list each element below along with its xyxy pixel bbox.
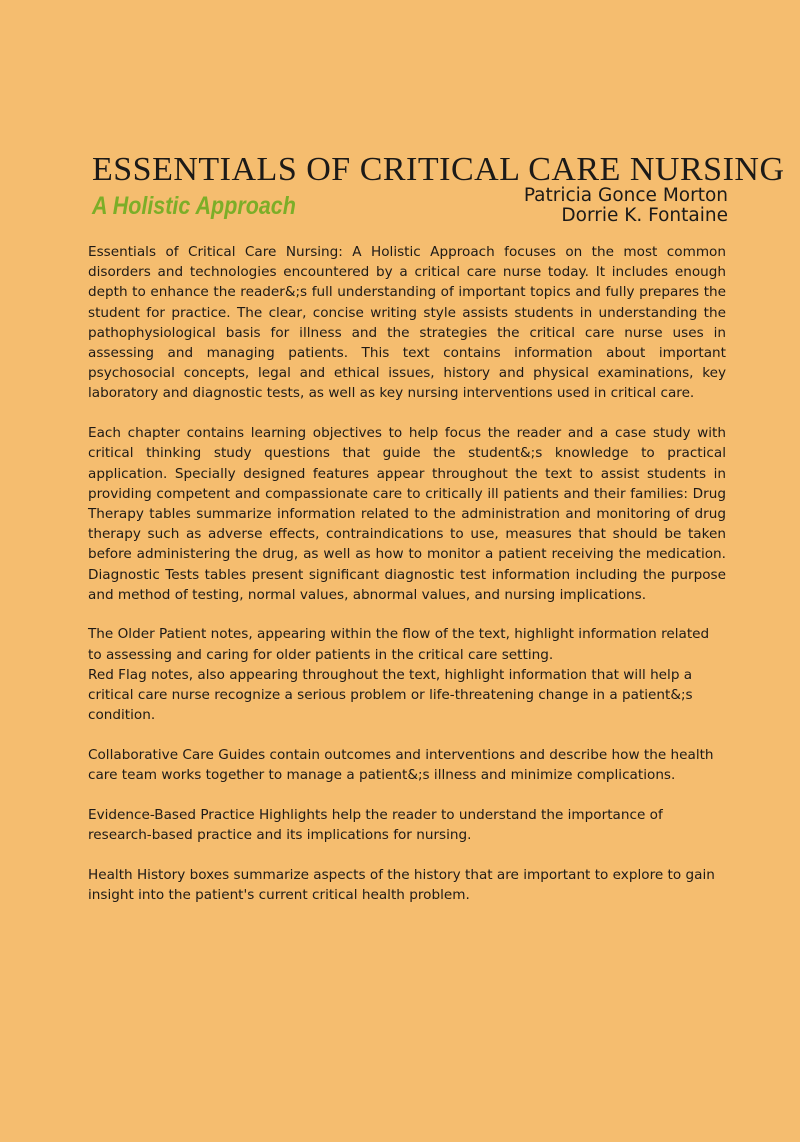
book-subtitle: A Holistic Approach — [92, 192, 296, 220]
description-paragraph: Health History boxes summarize aspects of the history that are important to explore to gain insight into the patient's current critical health problem. — [88, 866, 715, 903]
author-name: Dorrie K. Fontaine — [561, 205, 728, 226]
book-title: ESSENTIALS OF CRITICAL CARE NURSING — [92, 151, 785, 188]
author-name: Patricia Gonce Morton — [523, 185, 728, 206]
description-paragraph: The Older Patient notes, appearing within the flow of the text, highlight information related to assessing and caring for older patients in the critical care setting. — [88, 626, 710, 663]
description-body — [88, 242, 726, 925]
description-paragraph: Each chapter contains learning objectives to help focus the reader and a case study with critical thinking study questions that guide the student&;s knowledge to practical application. Specially designed features appear throughout the text to assist students in providing competent and compassionate care to critically ill patients and their families: Drug Therapy tables summarize information related to the administration and monitoring of drug therapy such as adverse effects, contraindications to use, measures that should be taken before administering the drug, as well as how to monitor a patient receiving the medication. Diagnostic Tests tables present significant diagnostic test information including the purpose and method of testing, normal values, abnormal values, and nursing implications. — [88, 425, 726, 603]
description-paragraph: Evidence-Based Practice Highlights help the reader to understand the importance of research-based practice and its implications for nursing. — [88, 806, 663, 844]
description-paragraph: Collaborative Care Guides contain outcomes and interventions and describe how the health care team works together to manage a patient&;s illness and minimize complications. — [88, 746, 714, 784]
author-list — [524, 186, 728, 226]
description-paragraph: Red Flag notes, also appearing throughout the text, highlight information that will help a critical care nurse recognize a serious problem or life-threatening change in a patient&;s condition. — [88, 666, 693, 724]
description-paragraph: Essentials of Critical Care Nursing: A Holistic Approach focuses on the most common disorders and technologies encountered by a critical care nurse today. It includes enough depth to enhance the reader&;s full understanding of important topics and fully prepares the student for practice. The clear, concise writing style assists students in understanding the pathophysiological basis for illness and the strategies the critical care nurse uses in assessing and managing patients. This text contains information about important psychosocial concepts, legal and ethical issues, history and physical examinations, key laboratory and diagnostic tests, as well as key nursing interventions used in critical care. — [88, 244, 726, 402]
